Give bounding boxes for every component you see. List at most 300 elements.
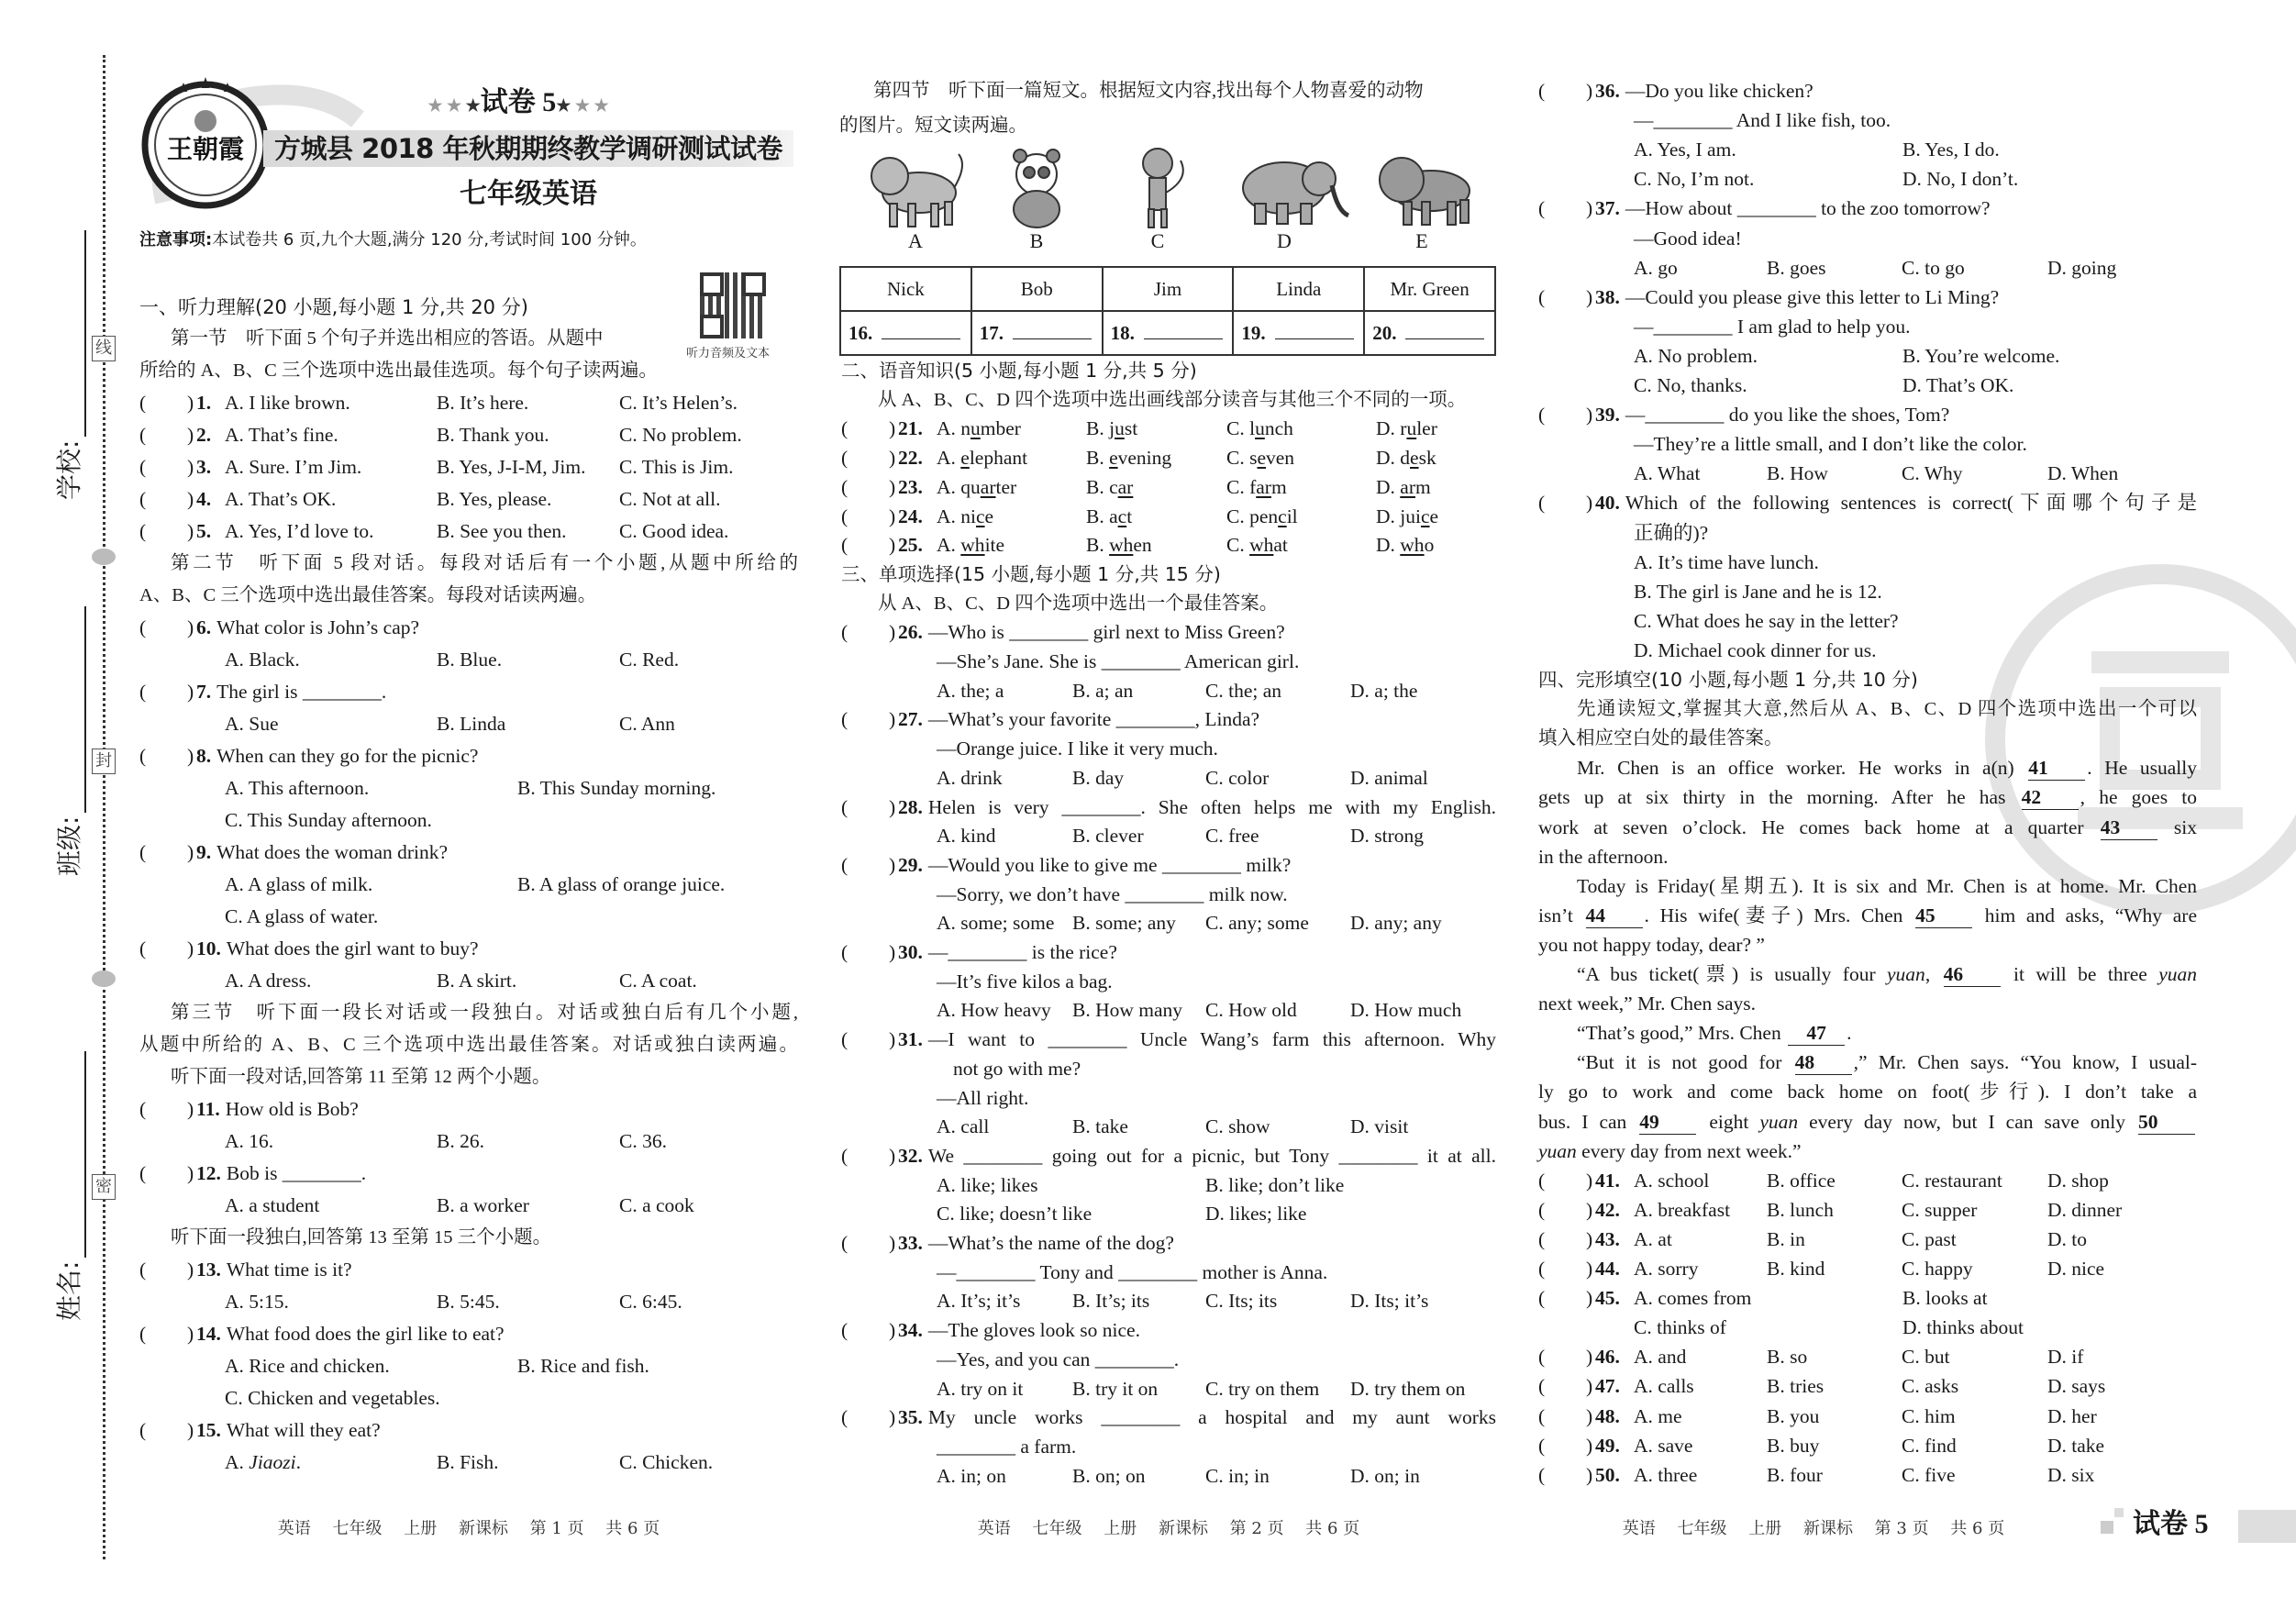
text-run: C. supper: [1902, 1198, 1978, 1221]
text-run: 三、单项选择(15 小题,每小题 1 分,共 15 分): [841, 562, 1221, 585]
line-content: [1625, 283, 2197, 312]
question-30: [841, 937, 1496, 967]
answer-parentheses[interactable]: [139, 420, 193, 449]
text-run: B. some; any: [1072, 912, 1176, 935]
text-run: B. office: [1767, 1169, 1836, 1192]
text-run: A、B、C 三个选项中选出最佳答案。每段对话读两遍。: [139, 585, 597, 605]
text-run: D.: [1376, 475, 1401, 498]
options-row: [841, 1112, 1496, 1141]
picture-label-a: A: [908, 229, 923, 252]
text-run: D. d: [1376, 447, 1411, 470]
paren-close: ): [187, 1098, 194, 1120]
options-row: [1538, 636, 2197, 665]
text-run: C. Ann: [619, 713, 675, 735]
text-run: six: [2158, 815, 2197, 838]
answer-parentheses[interactable]: [139, 1255, 193, 1284]
text-run: B. How: [1767, 462, 1828, 485]
line-content: [1577, 694, 2197, 724]
paren-open: (: [841, 534, 849, 557]
answer-parentheses[interactable]: [841, 793, 894, 822]
text-run: A. some; some: [937, 912, 1055, 935]
text-line: [1538, 312, 2197, 341]
line-content: [878, 385, 1496, 415]
option-B: [437, 966, 516, 995]
answer-parentheses[interactable]: [139, 934, 193, 963]
paren-close: ): [889, 475, 896, 498]
text-run: C. Red.: [619, 649, 680, 671]
paren-open: (: [139, 616, 147, 638]
text-run: m: [1270, 475, 1287, 498]
seal-mark-mi: 密: [92, 1174, 116, 1200]
option-A: [1634, 1225, 1672, 1254]
answer-parentheses[interactable]: [841, 414, 894, 443]
option-A: [225, 452, 361, 482]
paren-close: ): [187, 488, 194, 510]
answer-parentheses[interactable]: [841, 617, 894, 647]
text-run: 从题中所给的 A、B、C 三个选项中选出最佳答案。对话或独白读两遍。: [139, 1035, 798, 1055]
option-B: [1086, 530, 1152, 560]
text-run: A. What: [1634, 462, 1701, 485]
text-run: —She’s Jane. She is ________ American girl.: [937, 650, 1300, 672]
option-B: [1767, 1431, 1819, 1460]
answer-parentheses[interactable]: [841, 443, 894, 472]
answer-parentheses[interactable]: [1538, 194, 1592, 223]
answer-parentheses[interactable]: [139, 741, 193, 771]
text-run: —Sorry, we don’t have ________ milk now.: [937, 882, 1288, 905]
text-run: “A bus ticket(票) is usually four: [1577, 963, 1888, 985]
text-run: ________ a farm.: [937, 1435, 1077, 1458]
option-D: [2047, 1460, 2094, 1490]
exam-subtitle: 七年级英语: [460, 178, 597, 210]
underlined-letters: c: [1420, 505, 1430, 527]
text-run: B.: [1086, 534, 1110, 557]
answer-parentheses[interactable]: [1538, 283, 1592, 312]
text-run: Helen is very ________. She often helps me with my English.: [927, 795, 1496, 818]
line-content: [953, 1054, 1496, 1083]
option-A: [1634, 371, 1747, 400]
answer-parentheses[interactable]: [1538, 400, 1592, 429]
answer-parentheses[interactable]: [841, 530, 894, 560]
name-input-line[interactable]: [66, 1051, 86, 1258]
text-run: C. show: [1205, 1115, 1270, 1138]
answer-parentheses[interactable]: [841, 1228, 894, 1258]
text-run: B. You’re welcome.: [1902, 344, 2060, 367]
options-row: [841, 763, 1496, 793]
answer-parentheses[interactable]: [139, 516, 193, 546]
text-run: isn’t: [1538, 904, 1584, 926]
paren-close: ): [889, 447, 896, 470]
text-line: [139, 998, 798, 1027]
option-B: [1767, 1342, 1807, 1371]
option-B: [1767, 1460, 1823, 1490]
line-content: [227, 934, 798, 963]
option-B: [1767, 459, 1828, 488]
paren-open: (: [841, 708, 849, 731]
question-number: 33.: [898, 1232, 923, 1254]
option-A: [937, 908, 1054, 937]
option-B: [1902, 164, 2018, 194]
option-A: [225, 388, 350, 417]
line-content: [1538, 901, 2197, 930]
text-run: C. restaurant: [1902, 1169, 2002, 1192]
text-run: A. the; a: [937, 679, 1004, 702]
options-row: [841, 1374, 1496, 1403]
text-run: My uncle works ________ a hospital and my aunt works: [927, 1406, 1496, 1429]
answer-parentheses[interactable]: [1538, 1254, 1592, 1283]
question-number: 29.: [898, 853, 923, 876]
text-run: B. It’s; its: [1072, 1290, 1150, 1313]
underlined-letters: wh: [1109, 534, 1134, 557]
text-line: [1538, 959, 2197, 989]
star-icon: ★ ★: [571, 96, 609, 115]
option-D: [1350, 1374, 1465, 1403]
text-run: Bob is ________.: [226, 1162, 367, 1184]
text-line: [139, 1030, 798, 1059]
question-35: [841, 1403, 1496, 1432]
line-content: [937, 1432, 1496, 1461]
text-run: —It’s five kilos a bag.: [937, 970, 1113, 993]
class-field[interactable]: [50, 606, 86, 876]
question-number: 17.: [979, 321, 1004, 344]
answer-parentheses[interactable]: [139, 1159, 193, 1188]
cloze-blank-44[interactable]: 44: [1586, 904, 1643, 928]
answer-parentheses[interactable]: [139, 1319, 193, 1348]
text-run: —________ Tony and ________ mother is Anna.: [937, 1260, 1328, 1283]
question-8: [139, 741, 798, 771]
cloze-blank-47[interactable]: 47: [1788, 1021, 1845, 1046]
question-number: 19.: [1241, 321, 1266, 344]
section-heading-listening: 一、听力理解(20 小题,每小题 1 分,共 20 分): [139, 296, 528, 318]
text-run: B. take: [1072, 1115, 1128, 1138]
paren-open: (: [841, 853, 849, 876]
cloze-blank-48[interactable]: 48: [1795, 1050, 1852, 1075]
answer-parentheses[interactable]: [1538, 1431, 1592, 1460]
star-icon: ★: [465, 96, 481, 115]
text-run: A. qu: [937, 475, 981, 498]
answer-parentheses[interactable]: [1538, 1283, 1592, 1313]
answer-parentheses[interactable]: [841, 1025, 894, 1054]
question-number: 9.: [196, 841, 212, 863]
text-run: A. 5:15.: [225, 1291, 289, 1313]
option-D: [1350, 1461, 1420, 1491]
option-B: [437, 452, 585, 482]
question-38: [1538, 283, 2197, 312]
question-32: [841, 1141, 1496, 1170]
question-number: 47.: [1595, 1375, 1620, 1398]
line-content: [1577, 753, 2197, 782]
table-header-jim: Jim: [1103, 267, 1234, 311]
answer-parentheses[interactable]: [139, 1094, 193, 1124]
question-number: 42.: [1595, 1198, 1620, 1221]
question-23: [841, 472, 1496, 502]
answer-parentheses[interactable]: [1538, 1402, 1592, 1431]
paren-close: ): [187, 520, 194, 542]
text-line: [1538, 930, 2197, 959]
text-run: C. a cook: [619, 1194, 694, 1216]
answer-parentheses[interactable]: [139, 452, 193, 482]
option-A: [225, 1351, 390, 1381]
underlined-letters: c: [1278, 505, 1287, 527]
line-content: [1634, 105, 2197, 135]
answer-parentheses[interactable]: [841, 472, 894, 502]
text-run: e: [984, 505, 994, 527]
answer-parentheses[interactable]: [139, 484, 193, 514]
text-run: in the afternoon.: [1538, 845, 1669, 868]
text-run: D. going: [2047, 256, 2117, 279]
paren-close: ): [1586, 1169, 1593, 1192]
text-run: B. 5:45.: [437, 1291, 500, 1313]
question-10: [139, 934, 798, 963]
text-run: ite: [984, 534, 1005, 557]
text-run: D. animal: [1350, 766, 1428, 789]
cloze-blank-50[interactable]: 50: [2138, 1110, 2195, 1135]
question-number: 11.: [196, 1098, 220, 1120]
option-A: [1634, 636, 1877, 665]
text-run: eight: [1698, 1110, 1760, 1133]
option-C: [1902, 253, 1965, 283]
text-run: A. sorry: [1634, 1258, 1699, 1280]
underlined-letters: ar: [1256, 475, 1271, 498]
text-run: C. in; in: [1205, 1464, 1270, 1487]
text-line: [1538, 1137, 2197, 1166]
text-run: D. six: [2047, 1463, 2095, 1486]
text-run: B. buy: [1767, 1434, 1820, 1457]
question-6: [139, 613, 798, 642]
paren-close: ): [889, 941, 896, 963]
option-A: [937, 1199, 1092, 1228]
answer-parentheses[interactable]: [1538, 1195, 1592, 1225]
text-run: B. This Sunday morning.: [517, 777, 716, 799]
option-C: [1205, 908, 1309, 937]
cloze-blank-42[interactable]: 42: [2022, 785, 2079, 810]
option-A: [1634, 459, 1700, 488]
line-content: [928, 617, 1496, 647]
text-run: C. like; doesn’t like: [937, 1203, 1093, 1225]
cloze-blank-49[interactable]: 49: [1639, 1110, 1696, 1135]
option-A: [937, 530, 1004, 560]
question-number: 44.: [1595, 1258, 1620, 1280]
text-run: B. Blue.: [437, 649, 503, 671]
cloze-blank-45[interactable]: 45: [1915, 904, 1972, 928]
page-3-column: [1538, 0, 2197, 1597]
option-B: [517, 773, 715, 803]
answer-parentheses[interactable]: [1538, 488, 1592, 517]
answer-parentheses[interactable]: [139, 837, 193, 867]
question-number: 48.: [1595, 1404, 1620, 1427]
option-C: [1205, 995, 1297, 1025]
paren-open: (: [1538, 1287, 1546, 1310]
text-run: next week,” Mr. Chen says.: [1538, 993, 1757, 1015]
option-C: [1226, 414, 1293, 443]
option-B: [437, 388, 528, 417]
text-run: “That’s good,” Mrs. Chen: [1577, 1022, 1787, 1045]
answer-parentheses[interactable]: [841, 850, 894, 880]
options-row: [1538, 341, 2197, 371]
text-run: B. It’s here.: [437, 392, 529, 414]
text-line: [841, 1054, 1496, 1083]
text-line: [841, 647, 1496, 676]
underlined-letters: ar: [980, 475, 996, 498]
answer-parentheses[interactable]: [139, 677, 193, 706]
text-run: What does the woman drink?: [216, 841, 449, 863]
name-field[interactable]: [50, 1051, 86, 1321]
text-run: every day now, but I can save only: [1798, 1110, 2136, 1133]
option-A: [937, 763, 1003, 793]
option-C: [619, 388, 738, 417]
binding-hole-icon: [92, 970, 116, 987]
text-run: A. Yes, I am.: [1634, 139, 1736, 161]
text-run: D. shop: [2047, 1169, 2109, 1192]
text-run: 第一节 听下面 5 个句子并选出相应的答语。从题中: [171, 328, 604, 349]
cloze-blank-41[interactable]: 41: [2028, 756, 2085, 781]
option-A: [1634, 577, 1882, 606]
answer-parentheses[interactable]: [139, 1415, 193, 1445]
option-C: [619, 452, 733, 482]
paren-open: (: [841, 1319, 849, 1342]
text-run: 从 A、B、C、D 四个选项中选出一个最佳答案。: [878, 593, 1279, 614]
text-line: [841, 589, 1496, 618]
question-9: [139, 837, 798, 867]
option-D: [1350, 763, 1428, 793]
option-B: [1205, 1170, 1344, 1200]
paren-open: (: [139, 520, 147, 542]
line-content: [928, 1025, 1496, 1054]
paren-open: (: [1538, 1169, 1546, 1192]
question-46: [1538, 1342, 2197, 1371]
cloze-blank-43[interactable]: 43: [2101, 815, 2157, 840]
question-number: 15.: [196, 1419, 221, 1441]
answer-parentheses[interactable]: [1538, 1460, 1592, 1490]
option-B: [1767, 1166, 1836, 1195]
text-line: [1538, 813, 2197, 842]
text-run: C. This Sunday afternoon.: [225, 809, 432, 831]
text-run: . His wife(妻子) Mrs. Chen: [1644, 904, 1914, 926]
paren-close: ): [889, 621, 896, 644]
text-run: D. How much: [1350, 999, 1462, 1022]
text-run: —How about ________ to the zoo tomorrow?: [1625, 197, 1991, 220]
paren-close: ): [1586, 1258, 1593, 1280]
option-D: [1376, 530, 1434, 560]
question-number: 31.: [898, 1028, 923, 1051]
answer-parentheses[interactable]: [1538, 76, 1592, 105]
cloze-blank-46[interactable]: 46: [1944, 962, 2001, 987]
star-icon: ★: [556, 96, 571, 115]
question-number: 1.: [196, 392, 212, 414]
text-run: A. school: [1634, 1169, 1710, 1192]
option-A: [1634, 164, 1754, 194]
options-row: [139, 870, 798, 899]
option-B: [1902, 1313, 2024, 1342]
text-run: . He usually: [2087, 757, 2197, 780]
line-content: [937, 1345, 1496, 1374]
text-run: 二、语音知识(5 小题,每小题 1 分,共 5 分): [841, 360, 1197, 382]
paren-close: ): [187, 1259, 194, 1281]
answer-parentheses[interactable]: [841, 937, 894, 967]
exam-title: 方城县 2018 年秋期期终教学调研测试试卷: [274, 133, 782, 164]
text-run: A. It’s time have lunch.: [1634, 550, 1819, 573]
class-input-line[interactable]: [66, 606, 86, 813]
text-run: A. at: [1634, 1227, 1672, 1250]
answer-parentheses[interactable]: [1538, 1342, 1592, 1371]
options-row: [841, 1461, 1496, 1491]
option-C: [619, 1191, 694, 1220]
answer-parentheses[interactable]: [841, 704, 894, 734]
option-C: [1205, 821, 1259, 850]
line-content: [171, 549, 798, 578]
paren-close: ): [889, 1406, 896, 1429]
answer-parentheses[interactable]: [139, 388, 193, 417]
section-4-instruction-cont: 的图片。短文读两遍。: [839, 116, 1027, 136]
question-number: 36.: [1595, 80, 1620, 102]
text-run: —I want to ________ Uncle Wang’s farm this afternoon. Why: [927, 1028, 1496, 1051]
text-run: 填入相应空白处的最佳答案。: [1538, 728, 1783, 749]
answer-parentheses[interactable]: [841, 1141, 894, 1170]
options-row: [139, 805, 798, 835]
option-A: [1634, 1283, 1751, 1313]
answer-parentheses[interactable]: [1538, 1371, 1592, 1401]
text-run: A. try on it: [937, 1377, 1024, 1400]
answer-parentheses[interactable]: [1538, 1225, 1592, 1254]
answer-parentheses[interactable]: [841, 502, 894, 531]
paren-open: (: [139, 1323, 147, 1345]
text-run: We ________ going out for a picnic, but Tony ________ it at all.: [927, 1144, 1496, 1167]
text-run: B. a; an: [1072, 679, 1134, 702]
line-content: [227, 1255, 798, 1284]
text-run: A.: [937, 534, 961, 557]
notice-text: 本试卷共 6 页,九个大题,满分 120 分,考试时间 100 分钟。: [212, 230, 647, 250]
paren-close: ): [889, 1232, 896, 1254]
paren-close: ): [1586, 1434, 1593, 1457]
answer-parentheses[interactable]: [1538, 1166, 1592, 1195]
question-number: 40.: [1595, 492, 1620, 515]
text-line: [841, 967, 1496, 996]
line-content: [1538, 1077, 2197, 1106]
question-2: [139, 420, 798, 449]
option-A: [225, 1447, 301, 1477]
option-C: [1902, 1166, 2002, 1195]
line-content: [171, 998, 798, 1027]
text-run: D. any; any: [1350, 912, 1442, 935]
line-content: [226, 1094, 798, 1124]
school-field[interactable]: [50, 230, 86, 500]
text-run: work at seven o’clock. He comes back home at a quarter: [1538, 815, 2099, 838]
paren-close: ): [1586, 1198, 1593, 1221]
line-content: [937, 967, 1496, 996]
text-run: at: [1273, 534, 1288, 557]
underlined-letters: wh: [1400, 534, 1425, 557]
paren-open: (: [1538, 1346, 1546, 1369]
text-line: [1538, 1018, 2197, 1048]
answer-parentheses[interactable]: [841, 1315, 894, 1345]
option-B: [1902, 1283, 1988, 1313]
answer-parentheses[interactable]: [139, 613, 193, 642]
answer-parentheses[interactable]: [841, 1403, 894, 1432]
question-number: 23.: [898, 475, 923, 498]
option-A: [1634, 548, 1819, 577]
question-34: [841, 1315, 1496, 1345]
footer-badge-text: 试卷 5: [2133, 1509, 2209, 1539]
options-row: [1538, 164, 2197, 194]
paren-open: (: [1538, 197, 1546, 220]
school-input-line[interactable]: [66, 230, 86, 437]
page-2-footer: 英语 七年级 上册 新课标 第 2 页 共 6 页: [977, 1519, 1360, 1538]
text-run: A. drink: [937, 766, 1003, 789]
question-42: [1538, 1195, 2197, 1225]
question-number: 3.: [196, 456, 212, 478]
text-run: e: [1429, 505, 1439, 527]
text-run: C. 6:45.: [619, 1291, 682, 1313]
text-run: sk: [1418, 447, 1436, 470]
